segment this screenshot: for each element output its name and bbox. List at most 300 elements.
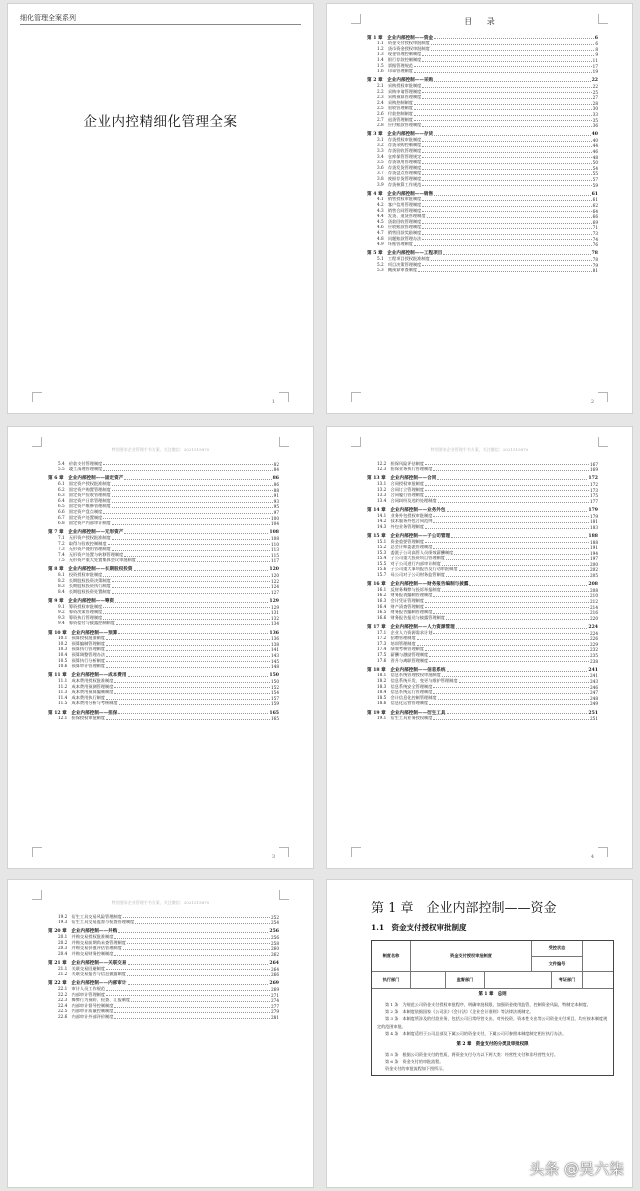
toc-entry-text: 10.6 预算审计管理制度 [58,663,106,669]
toc-entry-text: 16.3 会计凭证管理制度 [377,598,425,604]
toc-item-entry[interactable] [48,558,279,564]
toc-entry-text: 4.6 应收账款管理制度 [377,224,422,230]
toc-entry-text: 19.1 衍生工具业务授权制度 [377,715,433,721]
toc-leader-dots [429,661,589,662]
toc-entry-text: 第 20 章 企业内部控制——并购 [48,929,118,935]
toc-entry-text: 16.6 财务报告报送与披露管理制度 [377,615,445,620]
toc-entry-text: 7.2 取得与验收控制制度 [58,540,107,546]
toc-entry-text: 第 12 章 企业内部控制——担保 [48,710,118,716]
margin-corner [279,847,289,857]
toc-leader-dots [112,524,270,525]
toc-entry-text: 2.8 应付账款管理制度 [377,122,422,128]
toc-page-number: 120 [271,573,279,579]
toc-page-number: 256 [269,929,279,935]
toc-page-number: 148 [271,664,279,670]
toc-entry-text: 7.1 无形资产授权批准制度 [58,535,111,540]
toc-item-entry[interactable] [367,716,598,722]
toc-entry-text: 13.3 合同履行管理制度 [377,492,425,498]
toc-entry-text: 17.1 企业人力资源需求计划 [377,630,433,635]
toc-item-entry[interactable] [367,268,598,274]
toc-page-number: 131 [271,610,279,616]
toc-leader-dots [112,502,273,503]
toc-entry-text: 18.6 信息化运营管理制度 [377,700,429,706]
toc-chapter-entry[interactable] [367,708,598,716]
toc-chapter-entry[interactable] [48,927,279,935]
toc-entry-text: 13.1 合同授权审批制度 [377,481,425,486]
toc-chapter-entry[interactable] [367,189,598,197]
toc-entry-text: 7.5 无形资产重大处置集体会议审批制度 [58,557,136,563]
toc-page-number: 127 [271,589,279,595]
toc-entry-text: 2.5 验收管理制度 [377,105,413,111]
margin-corner [32,847,42,857]
toc-page-number: 247 [590,690,598,696]
toc-item-entry[interactable] [48,621,279,627]
toc-page-number: 88 [273,487,279,493]
toc-entry-text: 2.7 退货管理制度 [377,116,413,122]
toc-page-number: 150 [271,678,279,684]
toc-entry-text: 18.4 信息系统运行管理制度 [377,689,433,695]
toc-entry-text: 8.1 投资授权审批制度 [58,572,103,578]
toc-leader-dots [128,984,269,985]
toc-chapter-entry[interactable] [367,249,598,257]
toc-leader-dots [433,522,589,523]
toc-leader-dots [422,265,591,266]
toc-page-number: 172 [590,481,598,487]
toc-page-number: 167 [590,461,598,467]
toc-leader-dots [425,496,589,497]
toc-page-number: 19 [592,69,598,75]
toc-leader-dots [112,550,270,551]
toc-leader-dots [103,607,270,608]
toc-entry-text: 15.4 子公司重大投资项目管理制度 [377,555,445,561]
toc-chapter-entry[interactable] [367,505,598,513]
toc-page-number: 177 [590,498,598,504]
toc-leader-dots [106,639,270,640]
toc-leader-dots [118,713,268,714]
toc-page-number: 76 [592,242,598,248]
toc-leader-dots [106,990,270,991]
toc-leader-dots [422,223,591,224]
toc-item-entry[interactable] [367,524,598,530]
toc-entry-text: 第 1 章 企业内部控制——资金 [367,35,434,41]
toc-page-number: 202 [590,567,598,573]
toc-entry-text: 12.2 担保风险评估制度 [377,461,425,466]
toc-entry-text: 10.3 预算执行管理制度 [58,646,106,652]
table-of-contents [48,914,279,1020]
toc-page-number: 152 [271,684,279,690]
toc-page-number: 22 [591,78,598,84]
chapter1-heading: 第 1 章 总则 [478,992,507,997]
toc-item-entry[interactable] [367,467,598,473]
toc-entry-text: 5.3 概预算审查制度 [377,267,418,273]
toc-page-number: 246 [590,684,598,690]
toc-page-number: 200 [590,561,598,567]
toc-entry-text: 13.4 合同纠纷及违约处理制度 [377,498,437,503]
toc-leader-dots [422,87,591,88]
toc-entry-text: 6.3 固定资产验收管理制度 [58,492,111,498]
toc-leader-dots [422,146,591,147]
toc-leader-dots [422,228,591,229]
toc-page-number: 226 [590,636,598,642]
toc-leader-dots [447,511,588,512]
toc-entry-text: 3.2 存货采购控制制度 [377,142,422,148]
toc-chapter-entry[interactable] [367,580,598,588]
toc-page-number: 165 [271,716,279,722]
article-paragraph: 第 1 条 为规范公司资金支付授权审批程序，明确审批权限，加强资金使用监管，控制资金风险，特制定本制度。 [385,1002,591,1007]
toc-chapter-entry[interactable] [367,622,598,630]
toc-leader-dots [114,1007,270,1008]
toc-item-entry[interactable] [48,701,279,707]
toc-entry-text: 第 18 章 企业内部控制——信息系统 [367,667,446,673]
toc-leader-dots [414,120,592,121]
toc-page-number: 235 [590,652,598,658]
toc-entry-text: 20.4 并购交易财务控制制度 [58,951,114,956]
toc-leader-dots [446,559,589,560]
toc-leader-dots [128,676,269,677]
toc-leader-dots [112,496,273,497]
toc-item-entry[interactable] [48,951,279,957]
toc-leader-dots [422,185,591,186]
toc-leader-dots [425,485,589,486]
margin-corner [32,437,42,447]
toc-leader-dots [446,576,589,577]
toc-page-number: 254 [271,920,279,926]
toc-leader-dots [431,260,592,261]
toc-page-number: 220 [590,615,598,621]
toc-page-number: 86 [272,476,279,482]
toc-entry-text: 12.3 担保业务执行管理制度 [377,466,433,472]
toc-leader-dots [414,115,592,116]
toc-page-number: 8 [595,46,598,52]
toc-leader-dots [115,602,268,603]
toc-entry-text: 第 19 章 企业内部控制——衍生工具 [367,710,446,716]
toc-item-entry[interactable] [367,701,598,707]
toc-entry-text: 3.6 存货发货管理制度 [377,165,422,170]
toc-leader-dots [418,271,591,272]
toc-chapter-entry[interactable] [48,565,279,573]
toc-entry-text: 第 21 章 企业内部控制——关联交易 [48,960,127,966]
article-paragraph: 资金支付的审批流程如下图所示。 [385,1066,447,1072]
toc-item-entry[interactable] [367,615,598,621]
toc-leader-dots [433,613,589,614]
toc-page-number: 205 [590,573,598,579]
toc-entry-text: 15.1 资金重要管理制度 [377,538,425,544]
article-paragraph: 第 6 条 资金支付的审批流程。 [385,1059,444,1065]
toc-page-number: 6 [595,41,598,47]
toc-leader-dots [114,693,270,694]
toc-item-entry[interactable] [367,658,598,664]
system-info-form [371,940,614,1076]
toc-page-number: 93 [273,498,279,504]
toc-list [48,914,279,1020]
toc-entry-text: 4.3 销售合同管理制度 [377,208,422,213]
toc-page-number: 241 [588,667,598,673]
toc-item-entry[interactable] [48,589,279,595]
toc-item-entry[interactable] [48,521,279,527]
toc-entry-text: 15.3 委派子公司高管人员绩效薪酬制度 [377,550,454,555]
toc-entry-text: 4.4 发货、退货管理制度 [377,213,426,219]
toc-leader-dots [447,713,588,714]
form-value-empty [582,941,613,971]
toc-chapter-entry[interactable] [48,958,279,966]
toc-entry-text: 10.2 预算编制管理制度 [58,641,106,646]
toc-entry-text: 第 10 章 企业内部控制——预算 [48,630,118,636]
toc-leader-dots [422,152,591,153]
toc-leader-dots [131,1001,270,1002]
toc-item-entry[interactable] [367,69,598,75]
toc-leader-dots [433,596,589,597]
toc-leader-dots [114,938,270,939]
page-number: 4 [590,854,594,860]
toc-item-entry[interactable] [48,664,279,670]
toc-leader-dots [114,682,270,683]
margin-corner [598,437,608,447]
toc-leader-dots [422,92,591,93]
toc-entry-text: 14.2 技术服务外包合同范例 [377,518,433,524]
toc-entry-text: 17.4 绩效考核管理制度 [377,646,425,652]
toc-entry-text: 2.3 采购预算管理制度 [377,94,422,100]
cover-title: 企业内控精细化管理全案 [83,114,238,130]
toc-entry-text: 18.3 信息系统安全管理制度 [377,683,433,689]
toc-leader-dots [116,624,270,625]
toc-page-number: 238 [590,658,598,664]
toc-chapter-entry[interactable] [48,671,279,679]
toc-leader-dots [422,55,594,56]
toc-entry-text: 第 6 章 企业内部控制——固定资产 [48,476,124,482]
toc-page-number: 73 [592,230,598,236]
toc-page-number: 266 [271,972,279,978]
toc-page-number: 165 [269,710,279,716]
document-page-toc-3 [327,427,632,868]
margin-corner [32,392,42,402]
margin-corner [598,392,608,402]
toc-entry-text: 第 11 章 企业内部控制——成本费用 [48,673,127,679]
form-label-supervise-dept: 监督部门 [446,972,485,988]
toc-page-number: 173 [590,487,598,493]
toc-entry-text: 第 14 章 企业内部控制——业务外包 [367,507,446,513]
toc-chapter-entry[interactable] [48,596,279,604]
toc-page-number: 91 [273,493,279,499]
table-of-contents [48,461,279,721]
toc-leader-dots [124,556,270,557]
toc-leader-dots [433,719,589,720]
toc-entry-text: 4.2 客户信用管理制度 [377,202,422,207]
toc-page-number: 74 [592,236,598,242]
toc-title: 目 录 [464,17,501,26]
toc-leader-dots [442,565,589,566]
toc-chapter-entry[interactable] [48,628,279,636]
toc-entry-text: 9.1 筹资授权审批制度 [58,604,103,609]
toc-entry-text: 第 4 章 企业内部控制——销售 [367,191,434,197]
toc-leader-dots [433,516,589,517]
toc-entry-text: 16.5 财务报告编制管理制度 [377,609,433,615]
toc-leader-dots [422,206,591,207]
toc-page-number: 117 [271,558,279,564]
toc-page-number: 264 [269,960,279,966]
toc-page-number: 46 [592,149,598,155]
toc-entry-text: 3.4 仓库保管管理规定 [377,154,422,159]
toc-leader-dots [103,576,270,577]
toc-leader-dots [425,490,589,491]
toc-page-number: 132 [271,615,279,621]
toc-page-number: 30 [592,106,598,112]
margin-corner [351,14,361,24]
toc-entry-text: 9.4 筹资偿付与披露控制制度 [58,620,115,626]
toc-chapter-entry[interactable] [367,531,598,539]
toc-page-number: 122 [271,578,279,584]
form-label-status: 受控状态 [532,941,582,957]
toc-chapter-entry[interactable] [367,665,598,673]
toc-page-number: 251 [588,710,598,716]
toc-page-number: 143 [271,652,279,658]
toc-chapter-entry[interactable] [367,33,598,41]
toc-page-number: 84 [273,467,279,473]
toc-entry-text: 第 2 章 企业内部控制——采购 [367,78,434,84]
toc-entry-text: 11.1 成本费用授权批准制度 [58,678,114,683]
toc-chapter-entry[interactable] [367,130,598,138]
toc-entry-text: 15.2 总会计师委派管理制度 [377,544,433,550]
toc-entry-text: 18.2 信息系统开发、变更与维护管理制度 [377,678,458,683]
toc-item-entry[interactable] [367,572,598,578]
toc-entry-text: 19.2 衍生工具交易风险管理制度 [58,914,122,919]
articles-list [372,999,613,1039]
toc-page-number: 224 [588,625,598,630]
toc-page-number: 179 [590,513,598,519]
toc-page-number: 210 [590,593,598,599]
toc-entry-text: 10.4 预算调整管理办法 [58,652,106,657]
page-number: 1 [271,399,275,405]
toc-entry-text: 1.2 货币资金授权审批制度 [377,46,430,51]
toc-leader-dots [103,613,270,614]
toc-leader-dots [431,44,595,45]
toc-chapter-entry[interactable] [48,528,279,536]
margin-corner [351,392,361,402]
toc-page-number: 97 [273,509,279,515]
toc-leader-dots [427,217,592,218]
toc-entry-text: 1.6 印章管理制度 [377,68,413,74]
toc-item-entry[interactable] [48,1014,279,1020]
toc-chapter-entry[interactable] [48,979,279,987]
toc-entry-text: 8.2 长期股权投资决策制度 [58,578,111,583]
toc-entry-text: 4.5 货款回收管理制度 [377,219,422,224]
toc-leader-dots [434,81,590,82]
form-system-name: 资金支付授权审批制度 [411,941,532,971]
margin-corner [351,437,361,447]
toc-page-number: 28 [592,100,598,106]
toc-leader-dots [127,975,270,976]
toc-item-entry[interactable] [48,972,279,978]
toc-leader-dots [425,650,589,651]
toc-leader-dots [137,561,270,562]
toc-leader-dots [446,619,589,620]
toc-entry-text: 3.8 废损存货管理制度 [377,176,422,182]
toc-page-number: 78 [591,251,598,257]
toc-entry-text: 8.3 长期股权投资执行制度 [58,583,111,589]
toc-entry-text: 22.1 审计人员工作规范 [58,986,106,991]
toc-entry-text: 11.5 成本费用分析与考核制度 [58,700,118,706]
toc-leader-dots [425,464,589,465]
toc-entry-text: 8.4 长期股权投资处置制度 [58,589,111,594]
toc-page-number: 54 [592,165,598,171]
toc-leader-dots [119,704,270,705]
toc-entry-text: 3.3 存货验收管理制度 [377,148,422,154]
watermark: 头条 @吴六柒 [529,1160,624,1178]
toc-page-number: 61 [592,197,598,203]
toc-leader-dots [106,969,270,970]
toc-item-entry[interactable] [48,920,279,926]
toc-entry-text: 15.6 子公司重大事项报告及行动审批制度 [377,566,458,572]
toc-page-number: 82 [273,461,279,467]
toc-leader-dots [134,570,269,571]
toc-entry-text: 6.6 固定资产盘点制度 [58,509,103,514]
toc-leader-dots [106,719,270,720]
toc-page-number: 95 [273,504,279,510]
toc-chapter-entry[interactable] [367,474,598,482]
toc-item-entry[interactable] [367,123,598,129]
toc-entry-text: 20.1 并购交易授权批准制度 [58,934,114,939]
toc-entry-text: 6.4 固定资产日常管理制度 [58,498,111,503]
toc-leader-dots [118,633,268,634]
toc-page-number: 22 [592,83,598,89]
toc-entry-text: 第 17 章 企业内部控制——人力资源管理 [367,625,455,630]
article-paragraph: 第 2 条 本制度依据国家《公司法》《会计法》《企业会计准则》等法律法规制定。 [385,1009,534,1015]
toc-leader-dots [422,163,591,164]
toc-page-number: 175 [590,493,598,499]
toc-leader-dots [459,682,589,683]
toc-item-entry[interactable] [367,182,598,188]
toc-page-number: 274 [271,998,279,1004]
toc-page-number: 262 [271,951,279,957]
toc-leader-dots [422,239,591,240]
document-page-chapter-1 [327,880,632,1187]
toc-leader-dots [422,234,591,235]
toc-page-number: 188 [588,533,598,539]
toc-item-entry[interactable] [48,716,279,722]
toc-page-number: 197 [590,556,598,562]
toc-item-entry[interactable] [367,242,598,248]
toc-page-number: 277 [271,1003,279,1009]
document-page-toc-4 [8,880,313,1187]
toc-leader-dots [128,964,269,965]
toc-entry-text: 6.2 固定资产购置管理制度 [58,486,111,492]
toc-item-entry[interactable] [48,467,279,473]
article-paragraph: 第 5 条 根据公司资金支付的性质，将资金支付分为以下两大类：经营性支付和非经营性支付。 [385,1052,559,1058]
toc-chapter-entry[interactable] [367,76,598,84]
toc-page-number: 100 [271,515,279,521]
toc-entry-text: 21.2 关联交易报告与信息披露制度 [58,971,126,977]
toc-chapter-entry[interactable] [48,474,279,482]
toc-chapter-entry[interactable] [48,708,279,716]
toc-leader-dots [422,126,591,127]
toc-leader-dots [443,254,590,255]
table-of-contents [367,461,598,721]
toc-item-entry[interactable] [367,498,598,504]
toc-entry-text: 16.1 反财务舞弊与投诉举报制度 [377,587,441,592]
toc-leader-dots [135,923,270,924]
toc-leader-dots [106,645,270,646]
toc-leader-dots [106,656,270,657]
margin-corner [279,437,289,447]
toc-leader-dots [429,656,589,657]
toc-page-number: 66 [592,214,598,220]
toc-entry-text: 第 8 章 企业内部控制——长期股权投资 [48,567,133,573]
toc-page-number: 27 [592,95,598,101]
toc-page-number: 108 [269,530,279,536]
toc-entry-text: 4.7 销售回款奖励制度 [377,230,422,235]
toc-page-number: 62 [592,203,598,208]
toc-leader-dots [417,645,589,646]
toc-entry-text: 11.2 成本费用预测管理制度 [58,683,114,689]
